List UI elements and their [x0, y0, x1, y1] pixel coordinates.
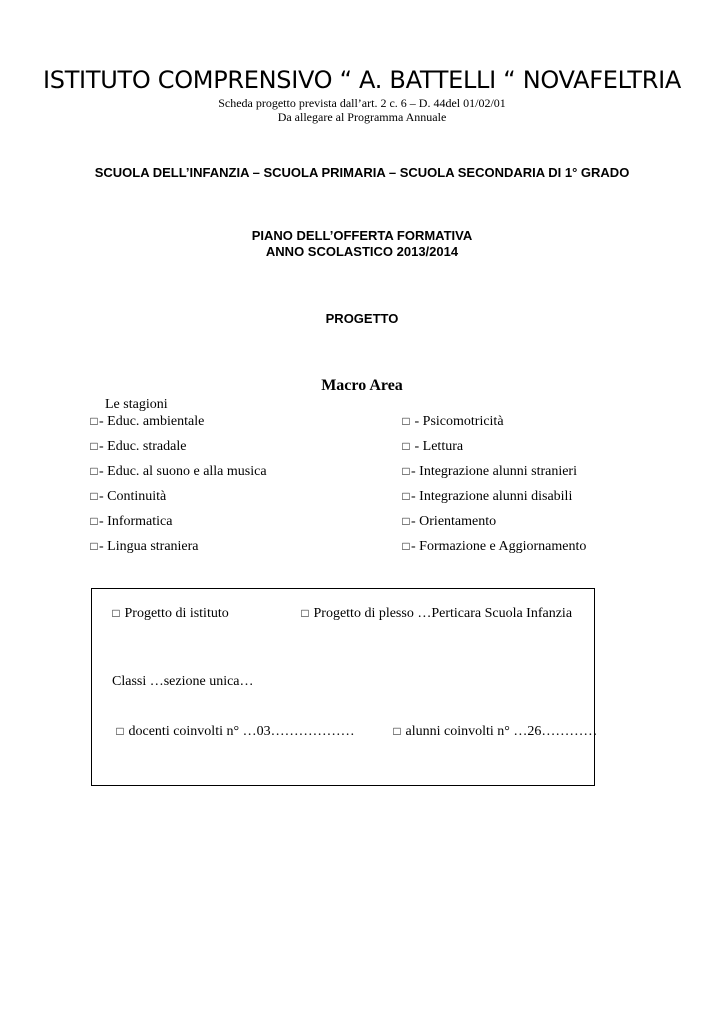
checkbox-icon: □: [393, 724, 401, 738]
checkbox-icon: □: [90, 539, 98, 553]
checkbox-icon: □: [402, 414, 410, 428]
list-item: □- Educ. ambientale: [90, 414, 205, 429]
list-item: □- Integrazione alunni stranieri: [402, 464, 577, 479]
checkbox-icon: □: [402, 539, 410, 553]
pof-title: PIANO DELL’OFFERTA FORMATIVA: [251, 228, 473, 243]
teachers-count: □ docenti coinvolti n° …03………………: [116, 724, 355, 739]
checkbox-icon: □: [301, 606, 309, 620]
macro-area-heading: Macro Area: [321, 377, 403, 394]
list-item: □ - Lettura: [402, 439, 464, 454]
list-item: □- Educ. al suono e alla musica: [90, 464, 267, 479]
checkbox-icon: □: [90, 414, 98, 428]
project-type-plesso: □ Progetto di plesso …Perticara Scuola Infanzia: [301, 606, 573, 621]
list-item: □- Orientamento: [402, 514, 497, 529]
checkbox-icon: □: [116, 724, 124, 738]
students-count: □ alunni coinvolti n° …26…………: [393, 724, 598, 739]
annual-program-line: Da allegare al Programma Annuale: [277, 110, 447, 124]
project-subtitle: Le stagioni: [105, 397, 168, 412]
list-item: □- Formazione e Aggiornamento: [402, 539, 587, 554]
checkbox-icon: □: [402, 439, 410, 453]
list-item: □- Integrazione alunni disabili: [402, 489, 573, 504]
institute-title: ISTITUTO COMPRENSIVO “ A. BATTELLI “ NOVAFELTRIA: [42, 66, 681, 94]
list-item: □- Educ. stradale: [90, 439, 187, 454]
schools-line: SCUOLA DELL’INFANZIA – SCUOLA PRIMARIA – SCUOLA SECONDARIA DI 1° GRADO: [94, 165, 630, 180]
list-item: □- Informatica: [90, 514, 173, 529]
list-item: □- Lingua straniera: [90, 539, 199, 554]
checkbox-icon: □: [402, 489, 410, 503]
classes-line: Classi …sezione unica…: [112, 674, 254, 689]
checkbox-icon: □: [402, 514, 410, 528]
checkbox-icon: □: [90, 489, 98, 503]
school-year: ANNO SCOLASTICO 2013/2014: [265, 244, 459, 259]
checkbox-icon: □: [112, 606, 120, 620]
checkbox-icon: □: [402, 464, 410, 478]
checkbox-icon: □: [90, 439, 98, 453]
project-type-institute: □ Progetto di istituto: [112, 606, 229, 621]
checkbox-icon: □: [90, 514, 98, 528]
list-item: □- Continuità: [90, 489, 167, 504]
decree-line: Scheda progetto prevista dall’art. 2 c. 6 – D. 44del 01/02/01: [218, 96, 506, 110]
list-item: □ - Psicomotricità: [402, 414, 504, 429]
progetto-heading: PROGETTO: [325, 311, 399, 326]
checkbox-icon: □: [90, 464, 98, 478]
